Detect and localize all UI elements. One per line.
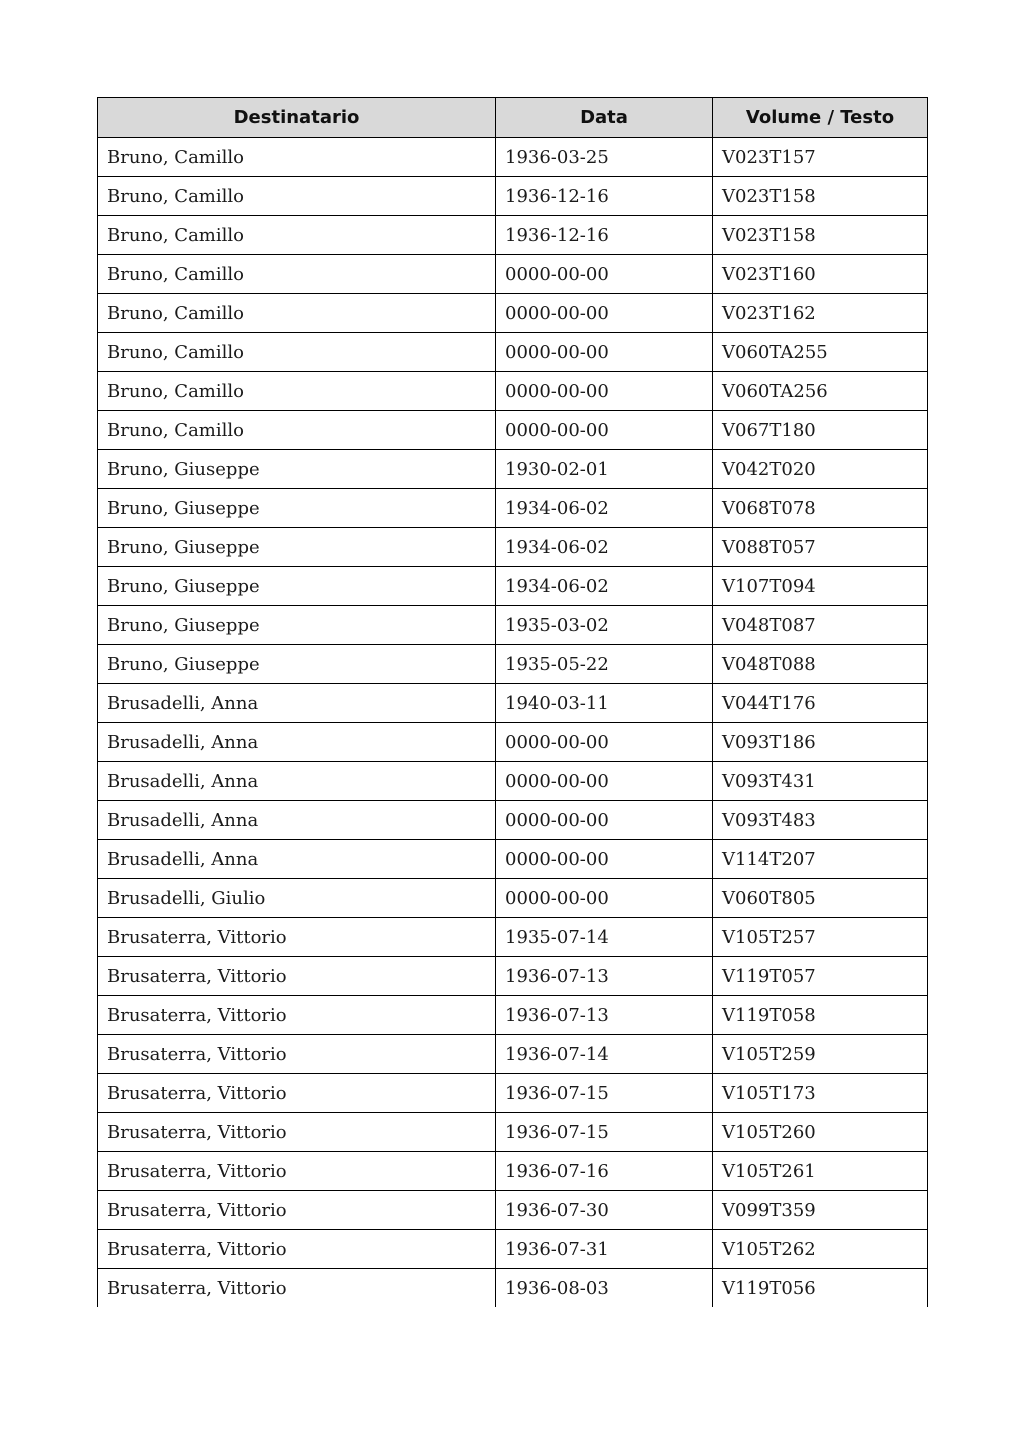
- recipient-cell: Bruno, Giuseppe: [98, 606, 496, 645]
- volume-text-cell: V105T261: [713, 1152, 928, 1191]
- recipient-cell: Bruno, Camillo: [98, 216, 496, 255]
- volume-text-cell: V093T431: [713, 762, 928, 801]
- recipient-cell: Brusaterra, Vittorio: [98, 957, 496, 996]
- date-cell: 1936-07-15: [496, 1113, 713, 1152]
- date-cell: 1936-07-14: [496, 1035, 713, 1074]
- volume-text-cell: V060TA256: [713, 372, 928, 411]
- volume-text-cell: V048T088: [713, 645, 928, 684]
- recipient-cell: Brusadelli, Anna: [98, 840, 496, 879]
- volume-text-cell: V119T057: [713, 957, 928, 996]
- table-row: [98, 294, 928, 333]
- table-header: [98, 98, 928, 138]
- date-cell: 0000-00-00: [496, 411, 713, 450]
- volume-text-cell: V044T176: [713, 684, 928, 723]
- volume-text-cell: V023T158: [713, 216, 928, 255]
- column-header-volume-testo: Volume / Testo: [713, 98, 928, 138]
- volume-text-cell: V093T186: [713, 723, 928, 762]
- table-row: [98, 255, 928, 294]
- column-header-destinatario: Destinatario: [98, 98, 496, 138]
- date-cell: 1935-05-22: [496, 645, 713, 684]
- date-cell: 1936-07-13: [496, 957, 713, 996]
- table-row: [98, 1269, 928, 1308]
- table-row: [98, 918, 928, 957]
- table-row: [98, 489, 928, 528]
- recipient-cell: Bruno, Camillo: [98, 372, 496, 411]
- recipient-cell: Brusaterra, Vittorio: [98, 1113, 496, 1152]
- recipient-cell: Brusaterra, Vittorio: [98, 996, 496, 1035]
- date-cell: 1936-07-16: [496, 1152, 713, 1191]
- volume-text-cell: V060T805: [713, 879, 928, 918]
- recipient-cell: Bruno, Camillo: [98, 411, 496, 450]
- table-row: [98, 450, 928, 489]
- volume-text-cell: V088T057: [713, 528, 928, 567]
- table-row: [98, 723, 928, 762]
- volume-text-cell: V068T078: [713, 489, 928, 528]
- recipient-cell: Bruno, Giuseppe: [98, 450, 496, 489]
- recipient-cell: Brusadelli, Anna: [98, 684, 496, 723]
- date-cell: 1936-12-16: [496, 216, 713, 255]
- table-row: [98, 645, 928, 684]
- recipient-cell: Brusadelli, Anna: [98, 762, 496, 801]
- date-cell: 1936-08-03: [496, 1269, 713, 1308]
- date-cell: 1934-06-02: [496, 567, 713, 606]
- recipient-cell: Brusaterra, Vittorio: [98, 1269, 496, 1308]
- table-row: [98, 1191, 928, 1230]
- volume-text-cell: V119T056: [713, 1269, 928, 1308]
- date-cell: 0000-00-00: [496, 879, 713, 918]
- date-cell: 1940-03-11: [496, 684, 713, 723]
- table-row: [98, 1113, 928, 1152]
- recipient-cell: Brusadelli, Anna: [98, 723, 496, 762]
- table-row: [98, 996, 928, 1035]
- recipient-cell: Brusadelli, Giulio: [98, 879, 496, 918]
- date-cell: 0000-00-00: [496, 762, 713, 801]
- date-cell: 0000-00-00: [496, 294, 713, 333]
- volume-text-cell: V023T158: [713, 177, 928, 216]
- recipient-cell: Bruno, Camillo: [98, 138, 496, 177]
- table-row: [98, 606, 928, 645]
- table-row: [98, 567, 928, 606]
- table-row: [98, 216, 928, 255]
- table-row: [98, 528, 928, 567]
- date-cell: 0000-00-00: [496, 372, 713, 411]
- date-cell: 1934-06-02: [496, 489, 713, 528]
- recipient-cell: Bruno, Giuseppe: [98, 645, 496, 684]
- date-cell: 1935-07-14: [496, 918, 713, 957]
- volume-text-cell: V114T207: [713, 840, 928, 879]
- date-cell: 1936-07-30: [496, 1191, 713, 1230]
- table-row: [98, 138, 928, 177]
- date-cell: 1930-02-01: [496, 450, 713, 489]
- table-row: [98, 1152, 928, 1191]
- volume-text-cell: V105T173: [713, 1074, 928, 1113]
- volume-text-cell: V042T020: [713, 450, 928, 489]
- recipient-cell: Bruno, Camillo: [98, 255, 496, 294]
- volume-text-cell: V023T162: [713, 294, 928, 333]
- volume-text-cell: V023T157: [713, 138, 928, 177]
- table-row: [98, 801, 928, 840]
- date-cell: 1936-03-25: [496, 138, 713, 177]
- volume-text-cell: V099T359: [713, 1191, 928, 1230]
- recipient-cell: Brusaterra, Vittorio: [98, 1035, 496, 1074]
- volume-text-cell: V105T262: [713, 1230, 928, 1269]
- volume-text-cell: V105T257: [713, 918, 928, 957]
- recipient-cell: Brusaterra, Vittorio: [98, 1074, 496, 1113]
- table-row: [98, 840, 928, 879]
- recipient-cell: Bruno, Giuseppe: [98, 528, 496, 567]
- table-row: [98, 372, 928, 411]
- recipient-cell: Brusaterra, Vittorio: [98, 918, 496, 957]
- table-row: [98, 177, 928, 216]
- date-cell: 0000-00-00: [496, 255, 713, 294]
- volume-text-cell: V067T180: [713, 411, 928, 450]
- date-cell: 0000-00-00: [496, 840, 713, 879]
- table-row: [98, 1074, 928, 1113]
- volume-text-cell: V060TA255: [713, 333, 928, 372]
- table-row: [98, 333, 928, 372]
- date-cell: 1936-12-16: [496, 177, 713, 216]
- volume-text-cell: V105T259: [713, 1035, 928, 1074]
- volume-text-cell: V105T260: [713, 1113, 928, 1152]
- table-row: [98, 762, 928, 801]
- table-row: [98, 1035, 928, 1074]
- recipient-cell: Brusaterra, Vittorio: [98, 1191, 496, 1230]
- recipient-cell: Bruno, Camillo: [98, 333, 496, 372]
- date-cell: 0000-00-00: [496, 333, 713, 372]
- date-cell: 1936-07-31: [496, 1230, 713, 1269]
- table-body: [98, 138, 928, 1308]
- header-row: [98, 98, 928, 138]
- date-cell: 0000-00-00: [496, 801, 713, 840]
- recipient-cell: Bruno, Camillo: [98, 294, 496, 333]
- recipient-cell: Bruno, Giuseppe: [98, 489, 496, 528]
- date-cell: 0000-00-00: [496, 723, 713, 762]
- recipient-cell: Bruno, Giuseppe: [98, 567, 496, 606]
- volume-text-cell: V119T058: [713, 996, 928, 1035]
- recipient-cell: Brusaterra, Vittorio: [98, 1152, 496, 1191]
- volume-text-cell: V093T483: [713, 801, 928, 840]
- table-row: [98, 957, 928, 996]
- table-row: [98, 411, 928, 450]
- recipient-cell: Bruno, Camillo: [98, 177, 496, 216]
- date-cell: 1936-07-13: [496, 996, 713, 1035]
- date-cell: 1934-06-02: [496, 528, 713, 567]
- date-cell: 1936-07-15: [496, 1074, 713, 1113]
- date-cell: 1935-03-02: [496, 606, 713, 645]
- column-header-data: Data: [496, 98, 713, 138]
- table-row: [98, 879, 928, 918]
- recipient-cell: Brusaterra, Vittorio: [98, 1230, 496, 1269]
- recipient-cell: Brusadelli, Anna: [98, 801, 496, 840]
- table-row: [98, 1230, 928, 1269]
- volume-text-cell: V048T087: [713, 606, 928, 645]
- table-row: [98, 684, 928, 723]
- records-table: [97, 97, 928, 1307]
- volume-text-cell: V107T094: [713, 567, 928, 606]
- volume-text-cell: V023T160: [713, 255, 928, 294]
